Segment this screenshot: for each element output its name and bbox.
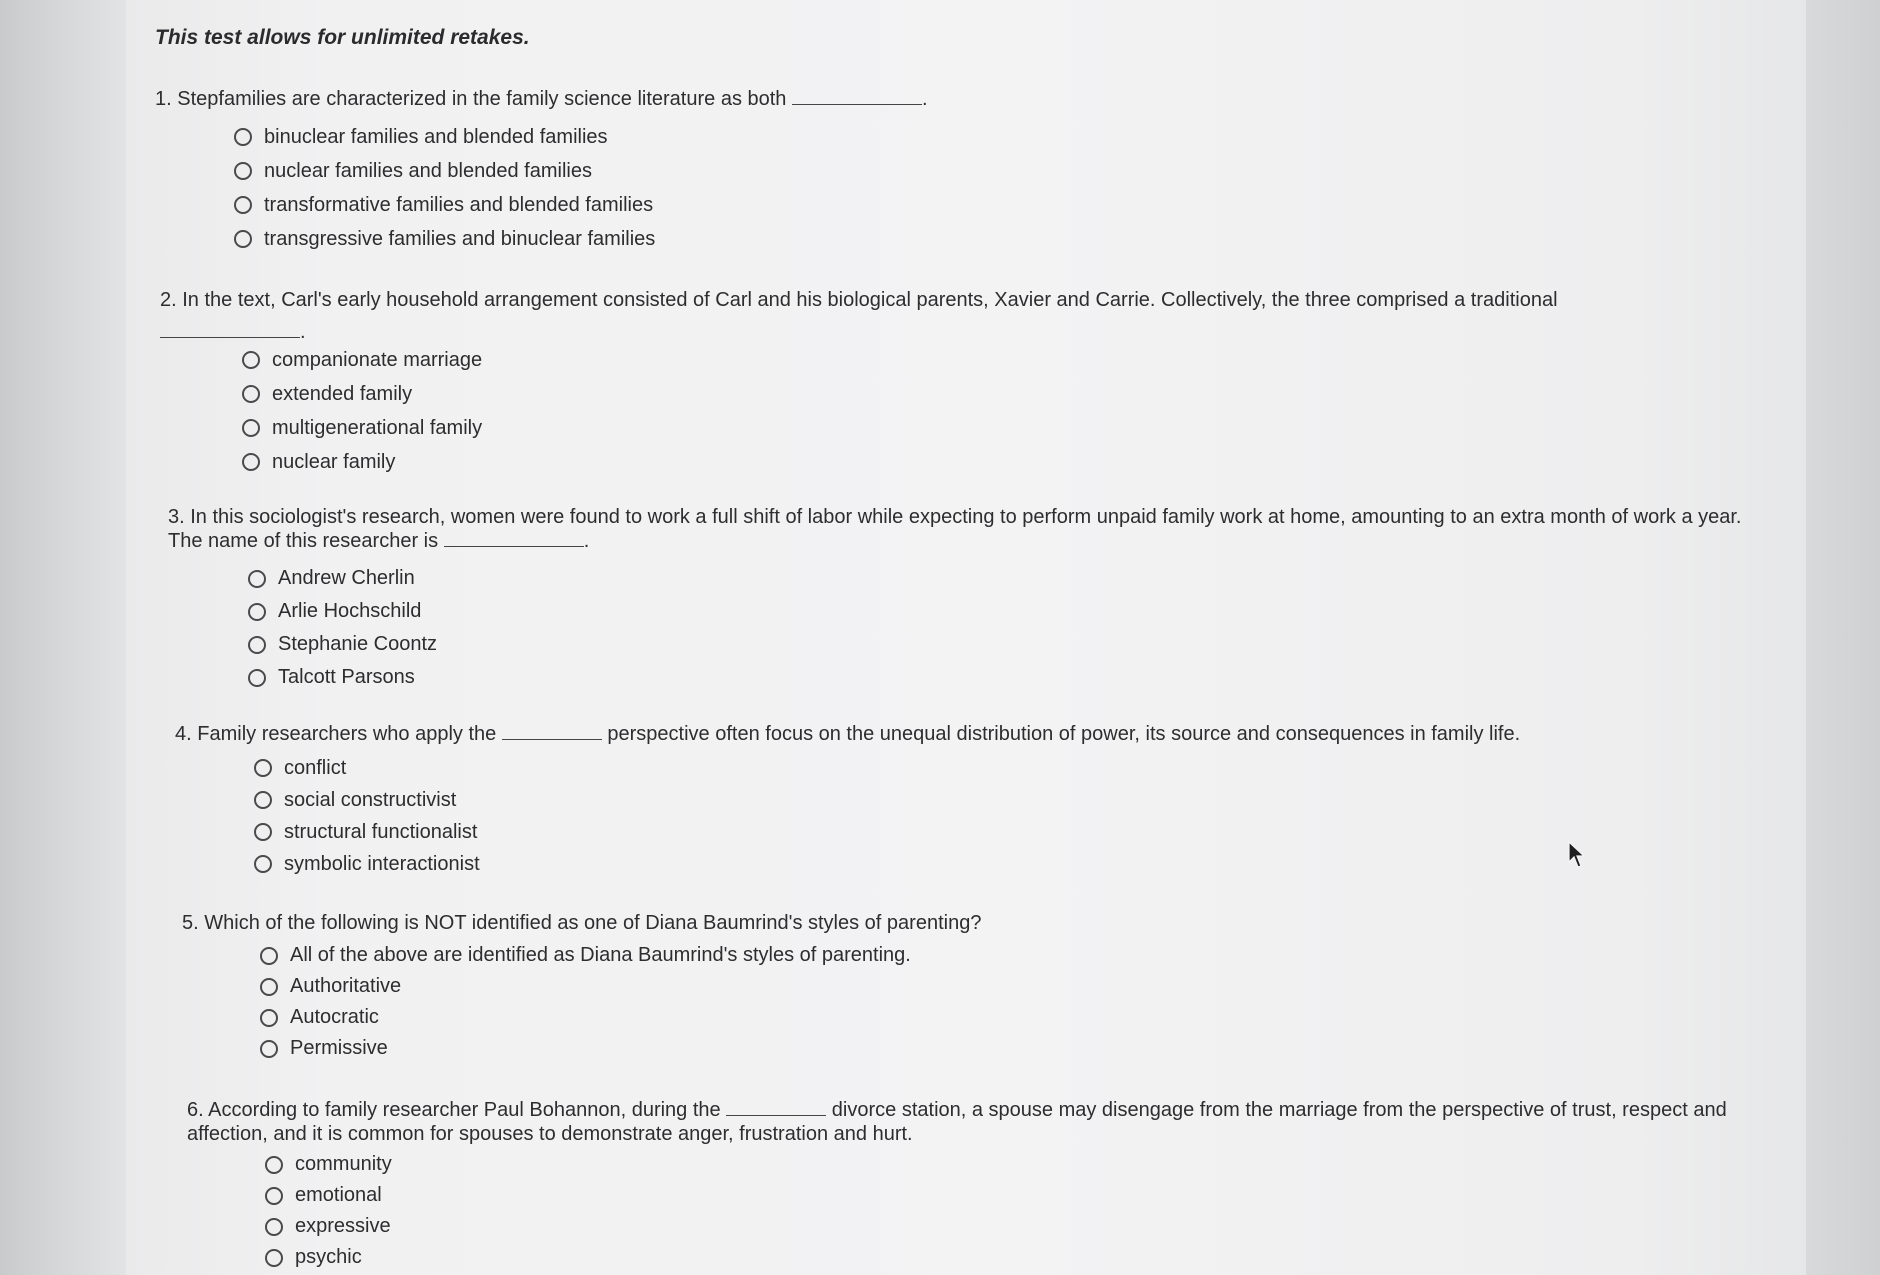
options-question-1 (234, 120, 655, 256)
question-number: 2. (160, 289, 177, 311)
question-text-end: perspective often focus on the unequal distribution of power, its source and consequences in family life. (607, 723, 1521, 745)
option-label: Stephanie Coontz (278, 633, 438, 655)
radio-button[interactable] (234, 162, 252, 180)
options-question-2 (242, 343, 482, 479)
option[interactable] (254, 752, 480, 784)
option[interactable] (248, 661, 437, 694)
option-label: Authoritative (290, 975, 402, 997)
question-text: Stepfamilies are characterized in the family science literature as both (177, 88, 787, 110)
radio-button[interactable] (242, 453, 260, 471)
answer-blank (444, 532, 584, 547)
retake-notice: This test allows for unlimited retakes. (155, 26, 530, 49)
option-label: Autocratic (290, 1006, 379, 1028)
radio-button[interactable] (265, 1156, 283, 1174)
radio-button[interactable] (254, 823, 272, 841)
answer-blank (726, 1101, 826, 1116)
radio-button[interactable] (234, 128, 252, 146)
question-number: 1. (155, 88, 172, 110)
radio-button[interactable] (242, 351, 260, 369)
radio-button[interactable] (242, 385, 260, 403)
options-question-4 (254, 752, 480, 880)
options-question-6 (265, 1149, 392, 1273)
option[interactable] (248, 628, 437, 661)
option-label: community (295, 1153, 392, 1175)
radio-button[interactable] (254, 759, 272, 777)
option-label: nuclear families and blended families (264, 159, 592, 182)
radio-button[interactable] (260, 1040, 278, 1058)
question-5 (182, 911, 1682, 935)
option-label: expressive (295, 1215, 391, 1237)
option[interactable] (260, 1033, 911, 1064)
option-label: Talcott Parsons (278, 666, 415, 688)
question-text: In this sociologist's research, women were found to work a full shift of labor while expecting to perform unpaid family work at home, amounting to an extra month of work a year. The name of this researcher is (168, 506, 1742, 552)
option-label: extended family (272, 382, 413, 405)
option[interactable] (254, 784, 480, 816)
option-label: multigenerational family (272, 416, 483, 439)
option[interactable] (260, 1002, 911, 1033)
radio-button[interactable] (265, 1249, 283, 1267)
option[interactable] (248, 562, 437, 595)
option-label: Arlie Hochschild (278, 600, 422, 622)
question-text: In the text, Carl's early household arrangement consisted of Carl and his biological parents, Xavier and Carrie. Collectively, the three comprised a traditional (182, 289, 1558, 311)
option[interactable] (234, 120, 655, 154)
radio-button[interactable] (265, 1218, 283, 1236)
option-label: psychic (295, 1246, 362, 1268)
radio-button[interactable] (234, 230, 252, 248)
question-number: 6. (187, 1099, 204, 1121)
question-number: 4. (175, 723, 192, 745)
option[interactable] (260, 971, 911, 1002)
option-label: binuclear families and blended families (264, 125, 608, 148)
option[interactable] (265, 1242, 392, 1273)
option[interactable] (242, 411, 482, 445)
option-label: transgressive families and binuclear families (264, 227, 656, 250)
question-1 (155, 87, 1635, 111)
option[interactable] (254, 816, 480, 848)
option[interactable] (254, 848, 480, 880)
option-label: conflict (284, 756, 347, 779)
question-text-end: . (922, 88, 928, 110)
radio-button[interactable] (254, 791, 272, 809)
option-label: companionate marriage (272, 348, 483, 371)
radio-button[interactable] (265, 1187, 283, 1205)
question-6 (187, 1098, 1727, 1146)
question-4 (175, 722, 1775, 746)
answer-blank (160, 323, 300, 338)
radio-button[interactable] (248, 669, 266, 687)
option-label: nuclear family (272, 450, 396, 473)
option-label: structural functionalist (284, 820, 478, 843)
question-2 (160, 284, 1630, 348)
radio-button[interactable] (242, 419, 260, 437)
option-label: emotional (295, 1184, 382, 1206)
option-label: Andrew Cherlin (278, 567, 415, 589)
radio-button[interactable] (260, 947, 278, 965)
option-label: symbolic interactionist (284, 852, 480, 875)
option-label: social constructivist (284, 788, 457, 811)
question-3 (168, 505, 1758, 553)
option[interactable] (248, 595, 437, 628)
question-text-end: divorce station, a spouse may disengage from the marriage from the perspective of trust, respect and affection, and it is common for spouses to demonstrate anger, frustration and hurt. (187, 1099, 1727, 1145)
radio-button[interactable] (234, 196, 252, 214)
options-question-5 (260, 940, 911, 1064)
options-question-3 (248, 562, 437, 694)
option[interactable] (265, 1180, 392, 1211)
mouse-pointer-icon (1567, 840, 1587, 870)
question-text: Which of the following is NOT identified as one of Diana Baumrind's styles of parenting? (204, 912, 982, 934)
option[interactable] (234, 222, 655, 256)
option[interactable] (260, 940, 911, 971)
radio-button[interactable] (260, 978, 278, 996)
option-label: All of the above are identified as Diana Baumrind's styles of parenting. (290, 944, 911, 966)
option[interactable] (265, 1211, 392, 1242)
question-text: According to family researcher Paul Bohannon, during the (208, 1099, 721, 1121)
radio-button[interactable] (248, 603, 266, 621)
question-number: 5. (182, 912, 199, 934)
answer-blank (502, 725, 602, 740)
option[interactable] (242, 445, 482, 479)
option[interactable] (234, 188, 655, 222)
radio-button[interactable] (248, 570, 266, 588)
question-text-end: . (300, 321, 306, 343)
option[interactable] (242, 343, 482, 377)
question-text-end: . (583, 530, 590, 552)
question-number: 3. (168, 506, 185, 528)
option-label: Permissive (290, 1037, 388, 1059)
option-label: transformative families and blended families (264, 193, 654, 216)
radio-button[interactable] (248, 636, 266, 654)
option[interactable] (265, 1149, 392, 1180)
option[interactable] (242, 377, 482, 411)
radio-button[interactable] (254, 855, 272, 873)
answer-blank (792, 90, 922, 105)
radio-button[interactable] (260, 1009, 278, 1027)
option[interactable] (234, 154, 655, 188)
question-text: Family researchers who apply the (197, 723, 497, 745)
